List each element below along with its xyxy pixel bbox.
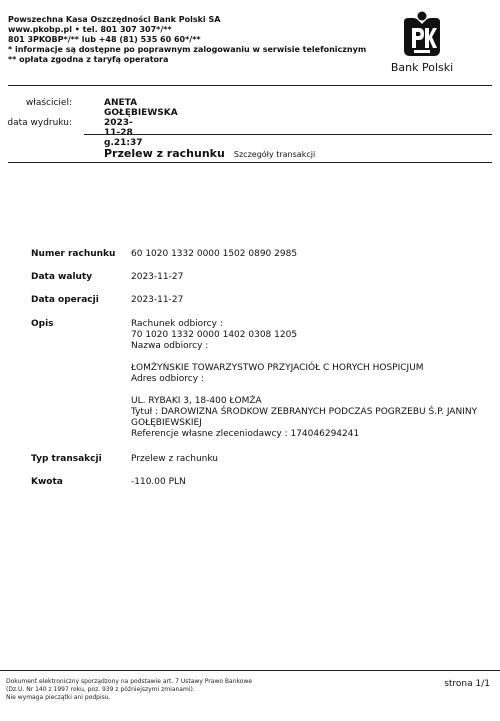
owner-label: właściciel: [25,98,72,108]
description-line: Adres odbiorcy : [131,374,204,384]
footer-divider [0,670,500,671]
bank-full-name: Powszechna Kasa Oszczędności Bank Polski SA [8,15,221,24]
description-value [131,319,478,440]
title-main: Przelew z rachunku [104,147,225,160]
description-line: Nazwa odbiorcy : [131,341,209,351]
page-title [104,142,315,161]
title-divider [8,162,492,163]
value-date-value: 2023-11-27 [131,272,184,282]
amount-value: -110.00 PLN [131,477,186,487]
print-date-label: data wydruku: [7,118,72,128]
bank-logo [372,10,472,74]
bank-contact-phone: 801 3PKOBP*/** lub +48 (81) 535 60 60*/** [8,35,201,44]
value-date-label: Data waluty [31,272,93,282]
account-value: 60 1020 1332 0000 1502 0890 2985 [131,249,298,259]
bank-fee-note: ** opłata zgodna z taryfą operatora [8,55,169,64]
page-number: strona 1/1 [444,679,490,689]
description-line: GOŁĘBIEWSKIEJ [131,418,202,428]
operation-date-label: Data operacji [31,295,99,305]
footer-legal [6,678,252,702]
bank-header-info [8,15,366,65]
meta-divider [84,134,492,135]
description-line: Rachunek odbiorcy : [131,319,223,329]
title-sub: Szczegóły transakcji [233,150,316,159]
footer-line: Dokument elektroniczny sporządzony na podstawie art. 7 Ustawy Prawo Bankowe [6,678,253,685]
description-line: Tytuł : DAROWIZNA ŚRODKOW ZEBRANYCH PODCZAS POGRZEBU Ś.P. JANINY [131,407,478,417]
header-divider [8,85,492,86]
bank-name: Bank Polski [390,61,454,74]
owner-value: ANETA GOŁĘBIEWSKA [104,98,178,118]
amount-label: Kwota [31,477,63,487]
operation-date-value: 2023-11-27 [131,295,184,305]
pko-logo-icon [400,10,444,58]
description-line: 70 1020 1332 0000 1402 0308 1205 [131,330,298,340]
bank-info-note: * informacje są dostępne po poprawnym zalogowaniu w serwisie telefonicznym [8,45,367,54]
type-label: Typ transakcji [31,454,102,464]
type-value: Przelew z rachunku [131,454,218,464]
bank-contact-web: www.pkobp.pl • tel. 801 307 307*/** [8,25,172,34]
description-line: ŁOMŻYŃSKIE TOWARZYSTWO PRZYJACIÓŁ C HORYCH HOSPICJUM [131,363,424,373]
description-line: Referencje własne zleceniodawcy : 174046294241 [131,429,360,439]
account-label: Numer rachunku [31,249,116,259]
footer-line: (Dz.U. Nr 140 z 1997 roku, poz. 939 z późniejszymi zmianami). [6,686,195,693]
print-date-value: 2023-11-28 g.21:37 [104,118,143,148]
description-line [131,352,471,363]
footer-line: Nie wymaga pieczątki ani podpisu. [6,694,111,701]
description-line: UL. RYBAKI 3, 18-400 ŁOMŻA [131,396,262,406]
description-line [131,385,471,396]
description-label: Opis [31,319,54,329]
